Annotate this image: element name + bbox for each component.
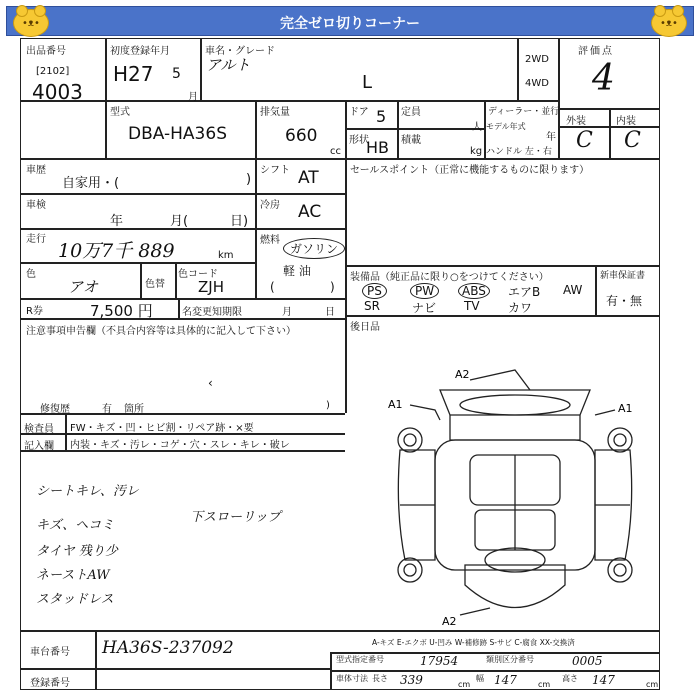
inspection-label: 車検	[26, 200, 46, 211]
equipment-navi: ナビ	[412, 301, 437, 315]
drive-2wd: 2WD	[525, 54, 549, 65]
inspector-row-interior: 内装・キズ・汚レ・コゲ・穴・スレ・キレ・破レ	[70, 440, 290, 451]
shift-value: AT	[298, 168, 319, 188]
width-unit: cm	[538, 680, 551, 689]
kg-unit: kg	[470, 146, 483, 157]
damage-mark-bottom: A2	[442, 615, 457, 628]
score-value: 4	[592, 58, 615, 99]
equipment-label: 装備品（純正品に限り○をつけてください）	[350, 272, 549, 283]
vehicle-size-label: 車体寸法	[336, 674, 368, 683]
later-label: 後日品	[350, 322, 380, 333]
reg-month: 5	[172, 66, 181, 82]
mileage-value: 10万7千 889	[58, 240, 175, 262]
inspection-year: 年	[110, 214, 124, 229]
fuel-value: ガソリン	[283, 238, 345, 259]
category-value: 0005	[572, 654, 603, 668]
comment-1: シートキレ、汚レ	[36, 484, 139, 499]
reg-label: 初度登録年月	[110, 46, 170, 57]
inspector-label: 検査員	[24, 424, 54, 435]
shape-label: 形状	[349, 135, 369, 146]
mileage-label: 走行	[26, 234, 46, 245]
type-designation-label: 型式指定番号	[336, 655, 384, 664]
displacement-value: 660	[285, 126, 318, 146]
recycle-value: 7,500 円	[90, 302, 153, 320]
equipment-ps: PS	[362, 283, 387, 299]
history-value: 自家用・(	[62, 176, 120, 191]
repair-value: 有	[102, 404, 112, 415]
comment-2: キズ、ヘコミ	[36, 518, 115, 533]
equipment-pw: PW	[410, 283, 439, 299]
repair-place: 箇所	[124, 404, 144, 415]
bear-mascot-icon: •ᴥ•	[13, 9, 49, 37]
model-year-label: モデル年式	[486, 122, 526, 131]
interior-grade: C	[624, 128, 641, 153]
reg-number-label: 登録番号	[30, 678, 70, 689]
doors-label: ドア	[349, 107, 369, 118]
cc-unit: cc	[330, 146, 341, 157]
banner-title: 完全ゼロ切りコーナー	[280, 16, 420, 32]
reg-month-unit: 月	[188, 92, 198, 103]
car-damage-diagram	[380, 360, 650, 630]
sales-title: セールスポイント（正常に機能するものに限ります）	[350, 165, 590, 176]
history-close: )	[246, 172, 252, 187]
exterior-label: 外装	[566, 116, 586, 127]
recycle-label: R券	[26, 306, 43, 317]
category-label: 類別区分番号	[486, 655, 534, 664]
repair-label: 修復歴	[40, 404, 70, 415]
inspection-month: 月(	[170, 214, 189, 229]
car-name: アルト	[206, 56, 251, 74]
inspector-row-exterior: FW・キズ・凹・ヒビ割・リペア跡・×要	[70, 423, 254, 434]
comment-side: 下スローリップ	[190, 510, 281, 525]
name-change-month: 月	[282, 307, 292, 318]
doors-value: 5	[376, 107, 387, 126]
comment-3: タイヤ 残り少	[36, 544, 118, 559]
color-value: アオ	[68, 278, 98, 296]
ac-label: 冷房	[260, 200, 280, 211]
fuel-label: 燃料	[260, 235, 280, 246]
score-label: 評価点	[578, 46, 614, 57]
length-value: 339	[400, 673, 423, 687]
comment-4: ネーストAW	[36, 568, 110, 583]
color-label: 色	[26, 269, 36, 280]
fuel-paren-close: )	[330, 280, 335, 294]
height-value: 147	[592, 673, 615, 687]
history-label: 車歴	[26, 165, 46, 176]
equipment-aw: AW	[563, 283, 583, 297]
chassis-label: 車台番号	[30, 647, 70, 658]
drive-4wd: 4WD	[525, 78, 549, 89]
reg-year: H27	[113, 62, 154, 86]
lot-label: 出品番号	[26, 46, 66, 57]
damage-mark-left: A1	[388, 398, 403, 411]
lot-number: 4003	[32, 80, 83, 104]
damage-mark-right: A1	[618, 402, 633, 415]
width-label: 幅	[476, 674, 484, 683]
lot-sub: [2102]	[36, 66, 70, 77]
repair-close: )	[326, 400, 330, 411]
length-label: 長さ	[372, 674, 388, 683]
warranty-label: 新車保証書	[600, 271, 646, 281]
type-designation-value: 17954	[420, 654, 459, 668]
fuel-paren-open: (	[270, 280, 275, 294]
model-code: DBA-HA36S	[128, 124, 227, 144]
bear-mascot-icon: •ᴥ•	[651, 9, 687, 37]
shape-value: HB	[366, 138, 390, 157]
color-code-label: 色コード	[178, 269, 218, 280]
equipment-sr: SR	[364, 299, 380, 313]
height-unit: cm	[646, 680, 659, 689]
grade: L	[362, 72, 373, 93]
handle-label: ハンドル 左・右	[486, 147, 552, 157]
displacement-label: 排気量	[260, 107, 290, 118]
ac-value: AC	[298, 202, 322, 222]
damage-legend: A-キズ E-エクボ U-凹み W-補修跡 S-サビ C-腐食 XX-交換済	[372, 638, 575, 647]
notes-mark: ‹	[208, 376, 213, 390]
capacity-label: 定員	[401, 107, 421, 118]
dealer-label: ディーラー・並行	[488, 107, 560, 117]
model-year-unit: 年	[546, 132, 556, 143]
equipment-tv: TV	[464, 299, 480, 313]
exterior-grade: C	[576, 128, 593, 153]
name-change-day: 日	[325, 307, 335, 318]
length-unit: cm	[458, 680, 471, 689]
interior-label: 内装	[616, 116, 636, 127]
equipment-airbag: エアB	[508, 285, 541, 299]
model-label: 型式	[110, 107, 130, 118]
inspection-day: 日)	[230, 214, 249, 229]
width-value: 147	[494, 673, 517, 687]
chassis-number: HA36S-237092	[102, 638, 234, 658]
km-unit: km	[218, 250, 234, 261]
fuel-alt: 軽 油	[283, 264, 311, 278]
equipment-leather: カワ	[508, 301, 533, 315]
damage-mark-top: A2	[455, 368, 470, 381]
equipment-abs: ABS	[458, 283, 490, 299]
capacity-unit: 人	[472, 122, 482, 133]
shift-label: シフト	[260, 165, 290, 176]
color-code: ZJH	[198, 278, 224, 296]
height-label: 高さ	[562, 674, 578, 683]
name-change-label: 名変更知期限	[182, 307, 242, 318]
load-label: 積載	[401, 135, 421, 146]
warranty-value: 有・無	[606, 294, 643, 308]
color-change-label: 色替	[145, 279, 165, 290]
notes-title: 注意事項申告欄（不具合内容等は具体的に記入して下さい）	[26, 326, 296, 337]
name-label: 車名・グレード	[205, 46, 275, 57]
inspector-label-2: 記入欄	[24, 441, 54, 452]
comment-5: スタッドレス	[36, 592, 114, 607]
